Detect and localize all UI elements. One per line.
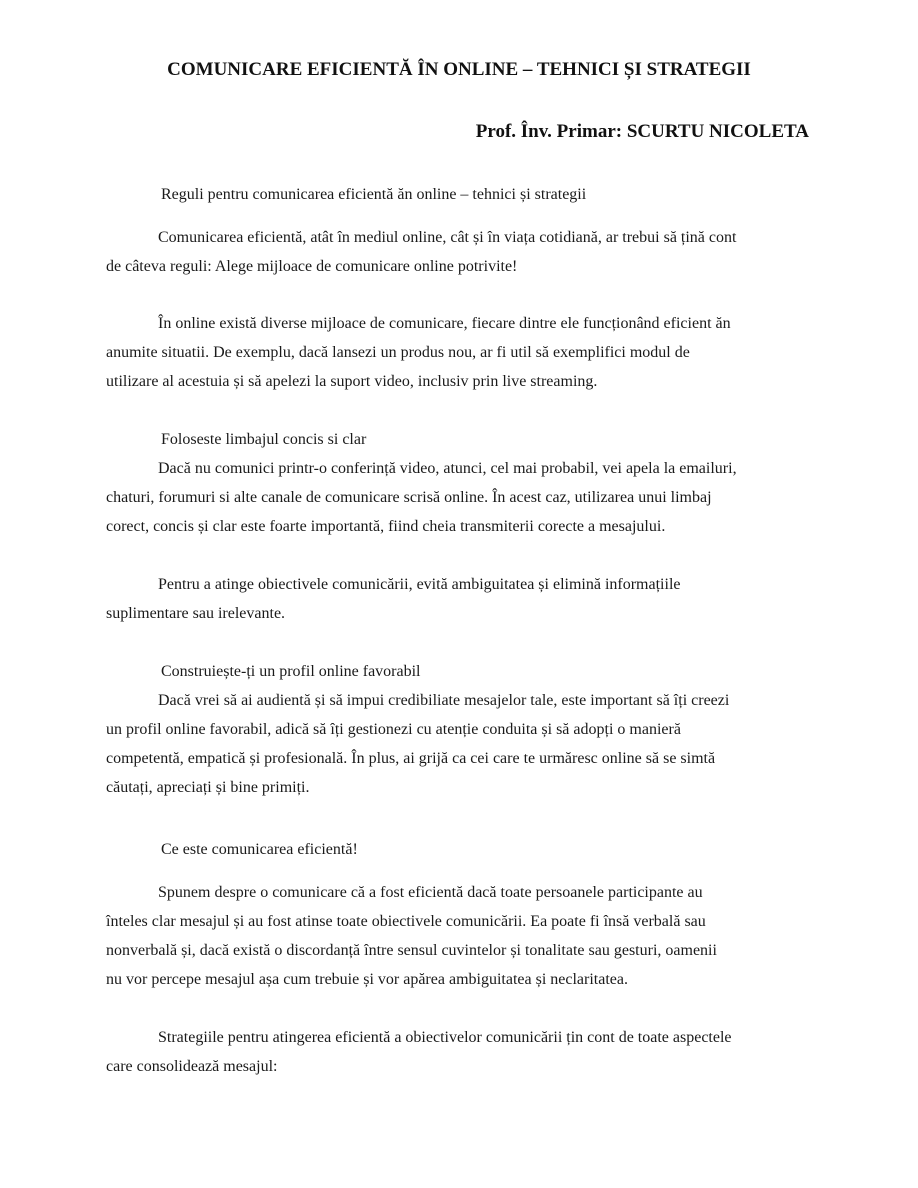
document-title: COMUNICARE EFICIENTĂ ÎN ONLINE – TEHNICI ȘI STRATEGII <box>167 59 751 80</box>
paragraph-line: Spunem despre o comunicare că a fost eficientă dacă toate persoanele participante au <box>158 884 703 901</box>
paragraph-line: suplimentare sau irelevante. <box>106 605 286 622</box>
paragraph-line: Dacă vrei să ai audientă și să impui credibiliate mesajelor tale, este important să îți creezi <box>158 692 730 709</box>
paragraph-line: înteles clar mesajul și au fost atinse toate obiectivele comunicării. Ea poate fi însă verbală sau <box>106 913 706 930</box>
paragraph-line: de câteva reguli: Alege mijloace de comunicare online potrivite! <box>106 258 518 275</box>
paragraph-line: În online există diverse mijloace de comunicare, fiecare dintre ele funcționând eficient ăn <box>158 315 731 332</box>
paragraph-line: Strategiile pentru atingerea eficientă a obiectivelor comunicării țin cont de toate aspectele <box>158 1029 732 1046</box>
paragraph-line: chaturi, forumuri si alte canale de comunicare scrisă online. În acest caz, utilizarea unui limbaj <box>106 489 712 506</box>
paragraph-line: nu vor percepe mesajul așa cum trebuie și vor apărea ambiguitatea și neclaritatea. <box>106 971 628 988</box>
paragraph-line: anumite situatii. De exemplu, dacă lansezi un produs nou, ar fi util să exemplifici modul de <box>106 344 690 361</box>
paragraph-line: Dacă nu comunici printr-o conferință video, atunci, cel mai probabil, vei apela la emailuri, <box>158 460 737 477</box>
paragraph-line: căutați, apreciați și bine primiți. <box>106 779 310 796</box>
section-heading: Foloseste limbajul concis si clar <box>161 431 367 448</box>
paragraph-line: competentă, empatică și profesională. În plus, ai grijă ca cei care te urmăresc online să se simtă <box>106 750 716 767</box>
section-heading: Ce este comunicarea eficientă! <box>161 841 358 858</box>
paragraph-line: un profil online favorabil, adică să îți gestionezi cu atenție conduita și să adopți o manieră <box>106 721 681 738</box>
document-subtitle: Reguli pentru comunicarea eficientă ăn online – tehnici și strategii <box>161 186 587 203</box>
section-heading: Construiește-ți un profil online favorabil <box>161 663 421 680</box>
paragraph-line: utilizare al acestuia și să apelezi la suport video, inclusiv prin live streaming. <box>106 373 598 390</box>
paragraph-line: nonverbală și, dacă există o discordanță între sensul cuvintelor și tonalitate sau gesturi, oamenii <box>106 942 717 959</box>
author-line: Prof. Înv. Primar: SCURTU NICOLETA <box>475 121 809 142</box>
paragraph-line: Comunicarea eficientă, atât în mediul online, cât și în viața cotidiană, ar trebui să țină cont <box>158 229 737 246</box>
paragraph-line: corect, concis și clar este foarte importantă, fiind cheia transmiterii corecte a mesajului. <box>106 518 666 535</box>
paragraph-line: Pentru a atinge obiectivele comunicării, evită ambiguitatea și elimină informațiile <box>158 576 681 593</box>
paragraph-line: care consolidează mesajul: <box>106 1058 278 1075</box>
